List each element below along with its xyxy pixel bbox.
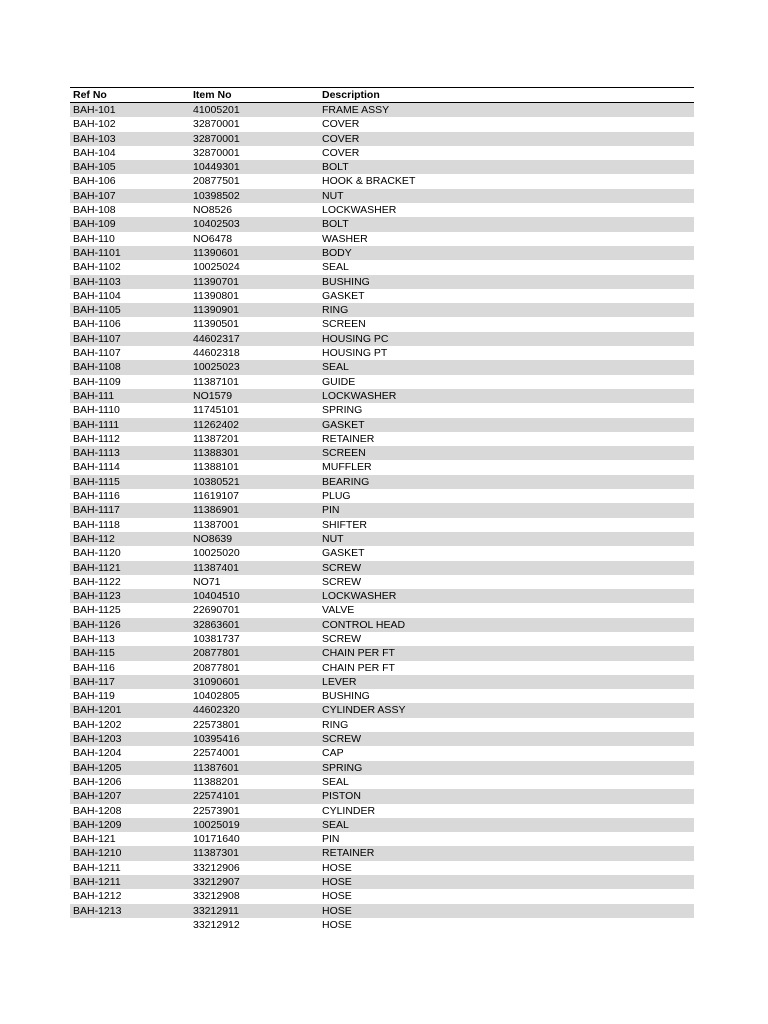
table-row: [70, 661, 694, 675]
cell-description: SEAL: [319, 818, 694, 832]
cell-item-no: 10402503: [190, 217, 319, 231]
cell-ref-no: BAH-1211: [73, 861, 121, 874]
table-row: [70, 632, 694, 646]
cell-ref-no: BAH-110: [73, 232, 115, 245]
cell-description: HOSE: [322, 890, 352, 903]
cell-description: SCREW: [322, 632, 362, 645]
cell-description: FRAME ASSY: [319, 103, 694, 118]
cell-ref-no: BAH-119: [73, 690, 115, 703]
cell-item-no: NO1579: [190, 389, 319, 403]
cell-description: PIN: [319, 503, 694, 517]
cell-description: HOOK & BRACKET: [322, 175, 416, 188]
cell-item-no: 20877501: [193, 175, 240, 188]
cell-ref-no: BAH-1113: [70, 446, 190, 460]
cell-item-no: 10025019: [190, 818, 319, 832]
cell-description: CYLINDER ASSY: [319, 703, 694, 717]
cell-ref-no: BAH-109: [70, 217, 190, 231]
cell-description: WASHER: [322, 232, 368, 245]
cell-description: RETAINER: [322, 432, 375, 445]
cell-item-no: 11390501: [193, 318, 239, 331]
cell-ref-no: BAH-1104: [73, 289, 121, 302]
cell-ref-no: BAH-1107: [73, 347, 121, 360]
table-row: [70, 289, 694, 303]
cell-item-no: 11387001: [193, 518, 239, 531]
cell-ref-no: BAH-1120: [73, 547, 121, 560]
cell-item-no: 10404510: [190, 589, 319, 603]
cell-item-no: 44602320: [190, 703, 319, 717]
cell-description: NUT: [319, 189, 694, 203]
cell-ref-no: BAH-1122: [73, 575, 121, 588]
cell-description: COVER: [322, 146, 360, 159]
table-row: [70, 603, 694, 617]
cell-description: PISTON: [319, 789, 694, 803]
table-row: [70, 275, 694, 289]
cell-item-no: 11388301: [190, 446, 319, 460]
cell-description: COVER: [322, 118, 360, 131]
table-row: [70, 804, 694, 818]
cell-description: CHAIN PER FT: [319, 646, 694, 660]
table-row: [70, 689, 694, 703]
cell-ref-no: BAH-1204: [73, 747, 122, 760]
cell-ref-no: BAH-1109: [73, 375, 121, 388]
cell-item-no: 11388101: [193, 461, 239, 474]
cell-description: SEAL: [322, 261, 349, 274]
cell-item-no: 10402805: [193, 690, 240, 703]
table-row: [70, 174, 694, 188]
cell-description: PIN: [322, 833, 340, 846]
cell-ref-no: BAH-1207: [70, 789, 190, 803]
cell-item-no: 10380521: [190, 475, 319, 489]
header-description: Description: [319, 88, 694, 103]
cell-ref-no: BAH-111: [70, 389, 190, 403]
cell-ref-no: BAH-117: [70, 675, 190, 689]
cell-ref-no: BAH-1201: [70, 703, 190, 717]
table-row: [70, 132, 694, 146]
table-row: [70, 746, 694, 760]
cell-item-no: 10171640: [193, 833, 240, 846]
cell-description: GUIDE: [322, 375, 356, 388]
cell-description: HOUSING PT: [322, 347, 388, 360]
cell-item-no: 20877801: [190, 646, 319, 660]
cell-description: RING: [319, 303, 694, 317]
table-row: [70, 889, 694, 903]
cell-item-no: 22690701: [193, 604, 240, 617]
table-row: [70, 861, 694, 875]
cell-ref-no: BAH-1112: [73, 432, 120, 445]
cell-ref-no: BAH-1111: [70, 418, 190, 432]
cell-ref-no: BAH-1106: [73, 318, 121, 331]
table-row: [70, 675, 694, 689]
cell-description: HOSE: [319, 904, 694, 918]
table-row: [70, 532, 694, 546]
cell-item-no: 10381737: [193, 632, 240, 645]
cell-description: LOCKWASHER: [319, 589, 694, 603]
table-row: [70, 918, 694, 932]
cell-ref-no: BAH-1208: [73, 804, 122, 817]
table-row: [70, 761, 694, 775]
table-row: [70, 818, 694, 832]
cell-item-no: 11390701: [190, 275, 319, 289]
cell-ref-no: BAH-1115: [70, 475, 190, 489]
table-row: [70, 589, 694, 603]
cell-item-no: 11387101: [193, 375, 239, 388]
cell-item-no: 31090601: [190, 675, 319, 689]
cell-ref-no: BAH-1202: [73, 718, 122, 731]
cell-ref-no: BAH-1116: [73, 490, 120, 503]
cell-description: GASKET: [322, 289, 365, 302]
cell-ref-no: BAH-1123: [70, 589, 190, 603]
cell-ref-no: BAH-121: [73, 833, 116, 846]
cell-item-no: 10398502: [190, 189, 319, 203]
cell-item-no: 11745101: [193, 404, 239, 417]
cell-description: RETAINER: [319, 846, 694, 860]
cell-item-no: 22574001: [193, 747, 240, 760]
cell-ref-no: BAH-1210: [70, 846, 190, 860]
cell-ref-no: BAH-103: [70, 132, 190, 146]
table-row: [70, 475, 694, 489]
cell-ref-no: BAH-1125: [73, 604, 121, 617]
table-row: [70, 432, 694, 446]
cell-description: SHIFTER: [322, 518, 367, 531]
cell-description: SCREW: [322, 575, 362, 588]
cell-ref-no: BAH-1203: [70, 732, 190, 746]
cell-description: SCREW: [319, 561, 694, 575]
cell-description: BUSHING: [319, 275, 694, 289]
cell-item-no: 10395416: [190, 732, 319, 746]
table-row: [70, 575, 694, 589]
cell-description: LOCKWASHER: [322, 204, 397, 217]
cell-description: SCREEN: [319, 446, 694, 460]
cell-ref-no: BAH-1205: [70, 761, 190, 775]
cell-item-no: NO8639: [190, 532, 319, 546]
cell-description: NUT: [319, 532, 694, 546]
cell-item-no: 22573901: [193, 804, 240, 817]
cell-ref-no: BAH-101: [70, 103, 190, 118]
cell-description: LOCKWASHER: [319, 389, 694, 403]
table-row: [70, 146, 694, 160]
cell-description: SEAL: [322, 775, 349, 788]
cell-item-no: 44602318: [193, 347, 240, 360]
cell-ref-no: BAH-1206: [73, 775, 122, 788]
table-header: [70, 88, 694, 103]
cell-ref-no: BAH-1121: [70, 561, 190, 575]
cell-description: BOLT: [319, 217, 694, 231]
table-row: [70, 103, 694, 118]
table-row: [70, 346, 694, 360]
cell-ref-no: BAH-115: [70, 646, 190, 660]
cell-item-no: 11387401: [190, 561, 319, 575]
cell-description: CHAIN PER FT: [322, 661, 395, 674]
cell-description: CAP: [322, 747, 344, 760]
cell-item-no: 20877801: [193, 661, 240, 674]
table-row: [70, 203, 694, 217]
table-row: [70, 246, 694, 260]
table-row: [70, 232, 694, 246]
table-row: [70, 618, 694, 632]
header-row: [70, 88, 694, 103]
header-item-no: Item No: [190, 88, 319, 103]
cell-ref-no: BAH-1102: [73, 261, 121, 274]
cell-description: CONTROL HEAD: [319, 618, 694, 632]
cell-description: BODY: [319, 246, 694, 260]
cell-ref-no: BAH-1126: [70, 618, 190, 632]
cell-item-no: NO8526: [193, 204, 233, 217]
cell-item-no: 11390601: [190, 246, 319, 260]
table-row: [70, 646, 694, 660]
cell-item-no: 11619107: [193, 490, 239, 503]
cell-description: SCREEN: [322, 318, 366, 331]
cell-item-no: 11390801: [193, 289, 239, 302]
cell-ref-no: BAH-107: [70, 189, 190, 203]
table-row: [70, 789, 694, 803]
cell-description: HOSE: [322, 861, 352, 874]
cell-item-no: 32870001: [190, 132, 319, 146]
cell-ref-no: BAH-1103: [70, 275, 190, 289]
cell-description: BEARING: [319, 475, 694, 489]
table-row: [70, 389, 694, 403]
cell-description: PLUG: [322, 490, 351, 503]
cell-item-no: NO6478: [193, 232, 233, 245]
cell-ref-no: BAH-108: [73, 204, 116, 217]
cell-item-no: 33212908: [193, 890, 240, 903]
cell-description: SPRING: [319, 761, 694, 775]
table-row: [70, 418, 694, 432]
table-row: [70, 875, 694, 889]
table-row: [70, 160, 694, 174]
cell-description: VALVE: [322, 604, 355, 617]
table-row: [70, 375, 694, 389]
table-row: [70, 217, 694, 231]
cell-item-no: 11387201: [193, 432, 239, 445]
cell-description: SEAL: [319, 360, 694, 374]
cell-description: GASKET: [319, 418, 694, 432]
cell-description: MUFFLER: [322, 461, 372, 474]
cell-item-no: 41005201: [190, 103, 319, 118]
cell-ref-no: BAH-113: [73, 632, 115, 645]
cell-ref-no: BAH-102: [73, 118, 116, 131]
cell-item-no: 11387601: [190, 761, 319, 775]
cell-ref-no: BAH-1212: [73, 890, 122, 903]
cell-item-no: NO71: [193, 575, 221, 588]
cell-description: CYLINDER: [322, 804, 376, 817]
cell-ref-no: BAH-106: [73, 175, 116, 188]
table-row: [70, 360, 694, 374]
cell-item-no: 32863601: [190, 618, 319, 632]
table-row: [70, 832, 694, 846]
table-row: [70, 775, 694, 789]
cell-description: HOSE: [319, 875, 694, 889]
table-row: [70, 904, 694, 918]
cell-item-no: 11390901: [190, 303, 319, 317]
cell-item-no: 11387301: [190, 846, 319, 860]
table-row: [70, 732, 694, 746]
cell-item-no: 10025020: [193, 547, 240, 560]
cell-item-no: 22574101: [190, 789, 319, 803]
cell-description: SCREW: [319, 732, 694, 746]
cell-description: GASKET: [322, 547, 365, 560]
table-row: [70, 260, 694, 274]
cell-description: RING: [322, 718, 349, 731]
cell-ref-no: [70, 918, 190, 932]
cell-item-no: 33212911: [190, 904, 319, 918]
cell-ref-no: BAH-1211: [70, 875, 190, 889]
cell-ref-no: BAH-116: [73, 661, 115, 674]
cell-ref-no: BAH-1108: [70, 360, 190, 374]
table-row: [70, 561, 694, 575]
table-row: [70, 546, 694, 560]
table-row: [70, 446, 694, 460]
table-row: [70, 117, 694, 131]
cell-item-no: 33212912: [193, 918, 240, 931]
cell-item-no: 33212906: [193, 861, 240, 874]
table-row: [70, 332, 694, 346]
cell-description: BUSHING: [322, 690, 370, 703]
cell-item-no: 32870001: [193, 146, 240, 159]
cell-ref-no: BAH-1209: [70, 818, 190, 832]
cell-ref-no: BAH-1110: [73, 404, 120, 417]
table-row: [70, 403, 694, 417]
parts-table: [70, 87, 694, 932]
cell-description: LEVER: [319, 675, 694, 689]
table-row: [70, 317, 694, 331]
cell-item-no: 10449301: [190, 160, 319, 174]
cell-ref-no: BAH-105: [70, 160, 190, 174]
cell-ref-no: BAH-112: [70, 532, 190, 546]
cell-ref-no: BAH-1117: [70, 503, 190, 517]
table-row: [70, 718, 694, 732]
cell-description: SPRING: [322, 404, 363, 417]
table-row: [70, 489, 694, 503]
cell-ref-no: BAH-1101: [70, 246, 190, 260]
cell-ref-no: BAH-1114: [73, 461, 120, 474]
cell-item-no: 10025024: [193, 261, 240, 274]
table-row: [70, 503, 694, 517]
cell-description: COVER: [319, 132, 694, 146]
header-ref-no: Ref No: [70, 88, 190, 103]
table-row: [70, 303, 694, 317]
cell-item-no: 32870001: [193, 118, 240, 131]
cell-item-no: 22573801: [193, 718, 240, 731]
table-row: [70, 846, 694, 860]
cell-ref-no: BAH-1118: [73, 518, 120, 531]
cell-item-no: 44602317: [190, 332, 319, 346]
cell-item-no: 11388201: [193, 775, 239, 788]
table-row: [70, 518, 694, 532]
cell-ref-no: BAH-1105: [70, 303, 190, 317]
cell-item-no: 11262402: [190, 418, 319, 432]
cell-item-no: 10025023: [190, 360, 319, 374]
cell-description: HOSE: [322, 918, 352, 931]
cell-ref-no: BAH-104: [73, 146, 116, 159]
cell-item-no: 33212907: [190, 875, 319, 889]
cell-ref-no: BAH-1213: [70, 904, 190, 918]
table-row: [70, 460, 694, 474]
table-row: [70, 189, 694, 203]
cell-item-no: 11386901: [190, 503, 319, 517]
table-row: [70, 703, 694, 717]
table-body: [70, 103, 694, 933]
cell-description: HOUSING PC: [319, 332, 694, 346]
cell-description: BOLT: [319, 160, 694, 174]
cell-ref-no: BAH-1107: [70, 332, 190, 346]
